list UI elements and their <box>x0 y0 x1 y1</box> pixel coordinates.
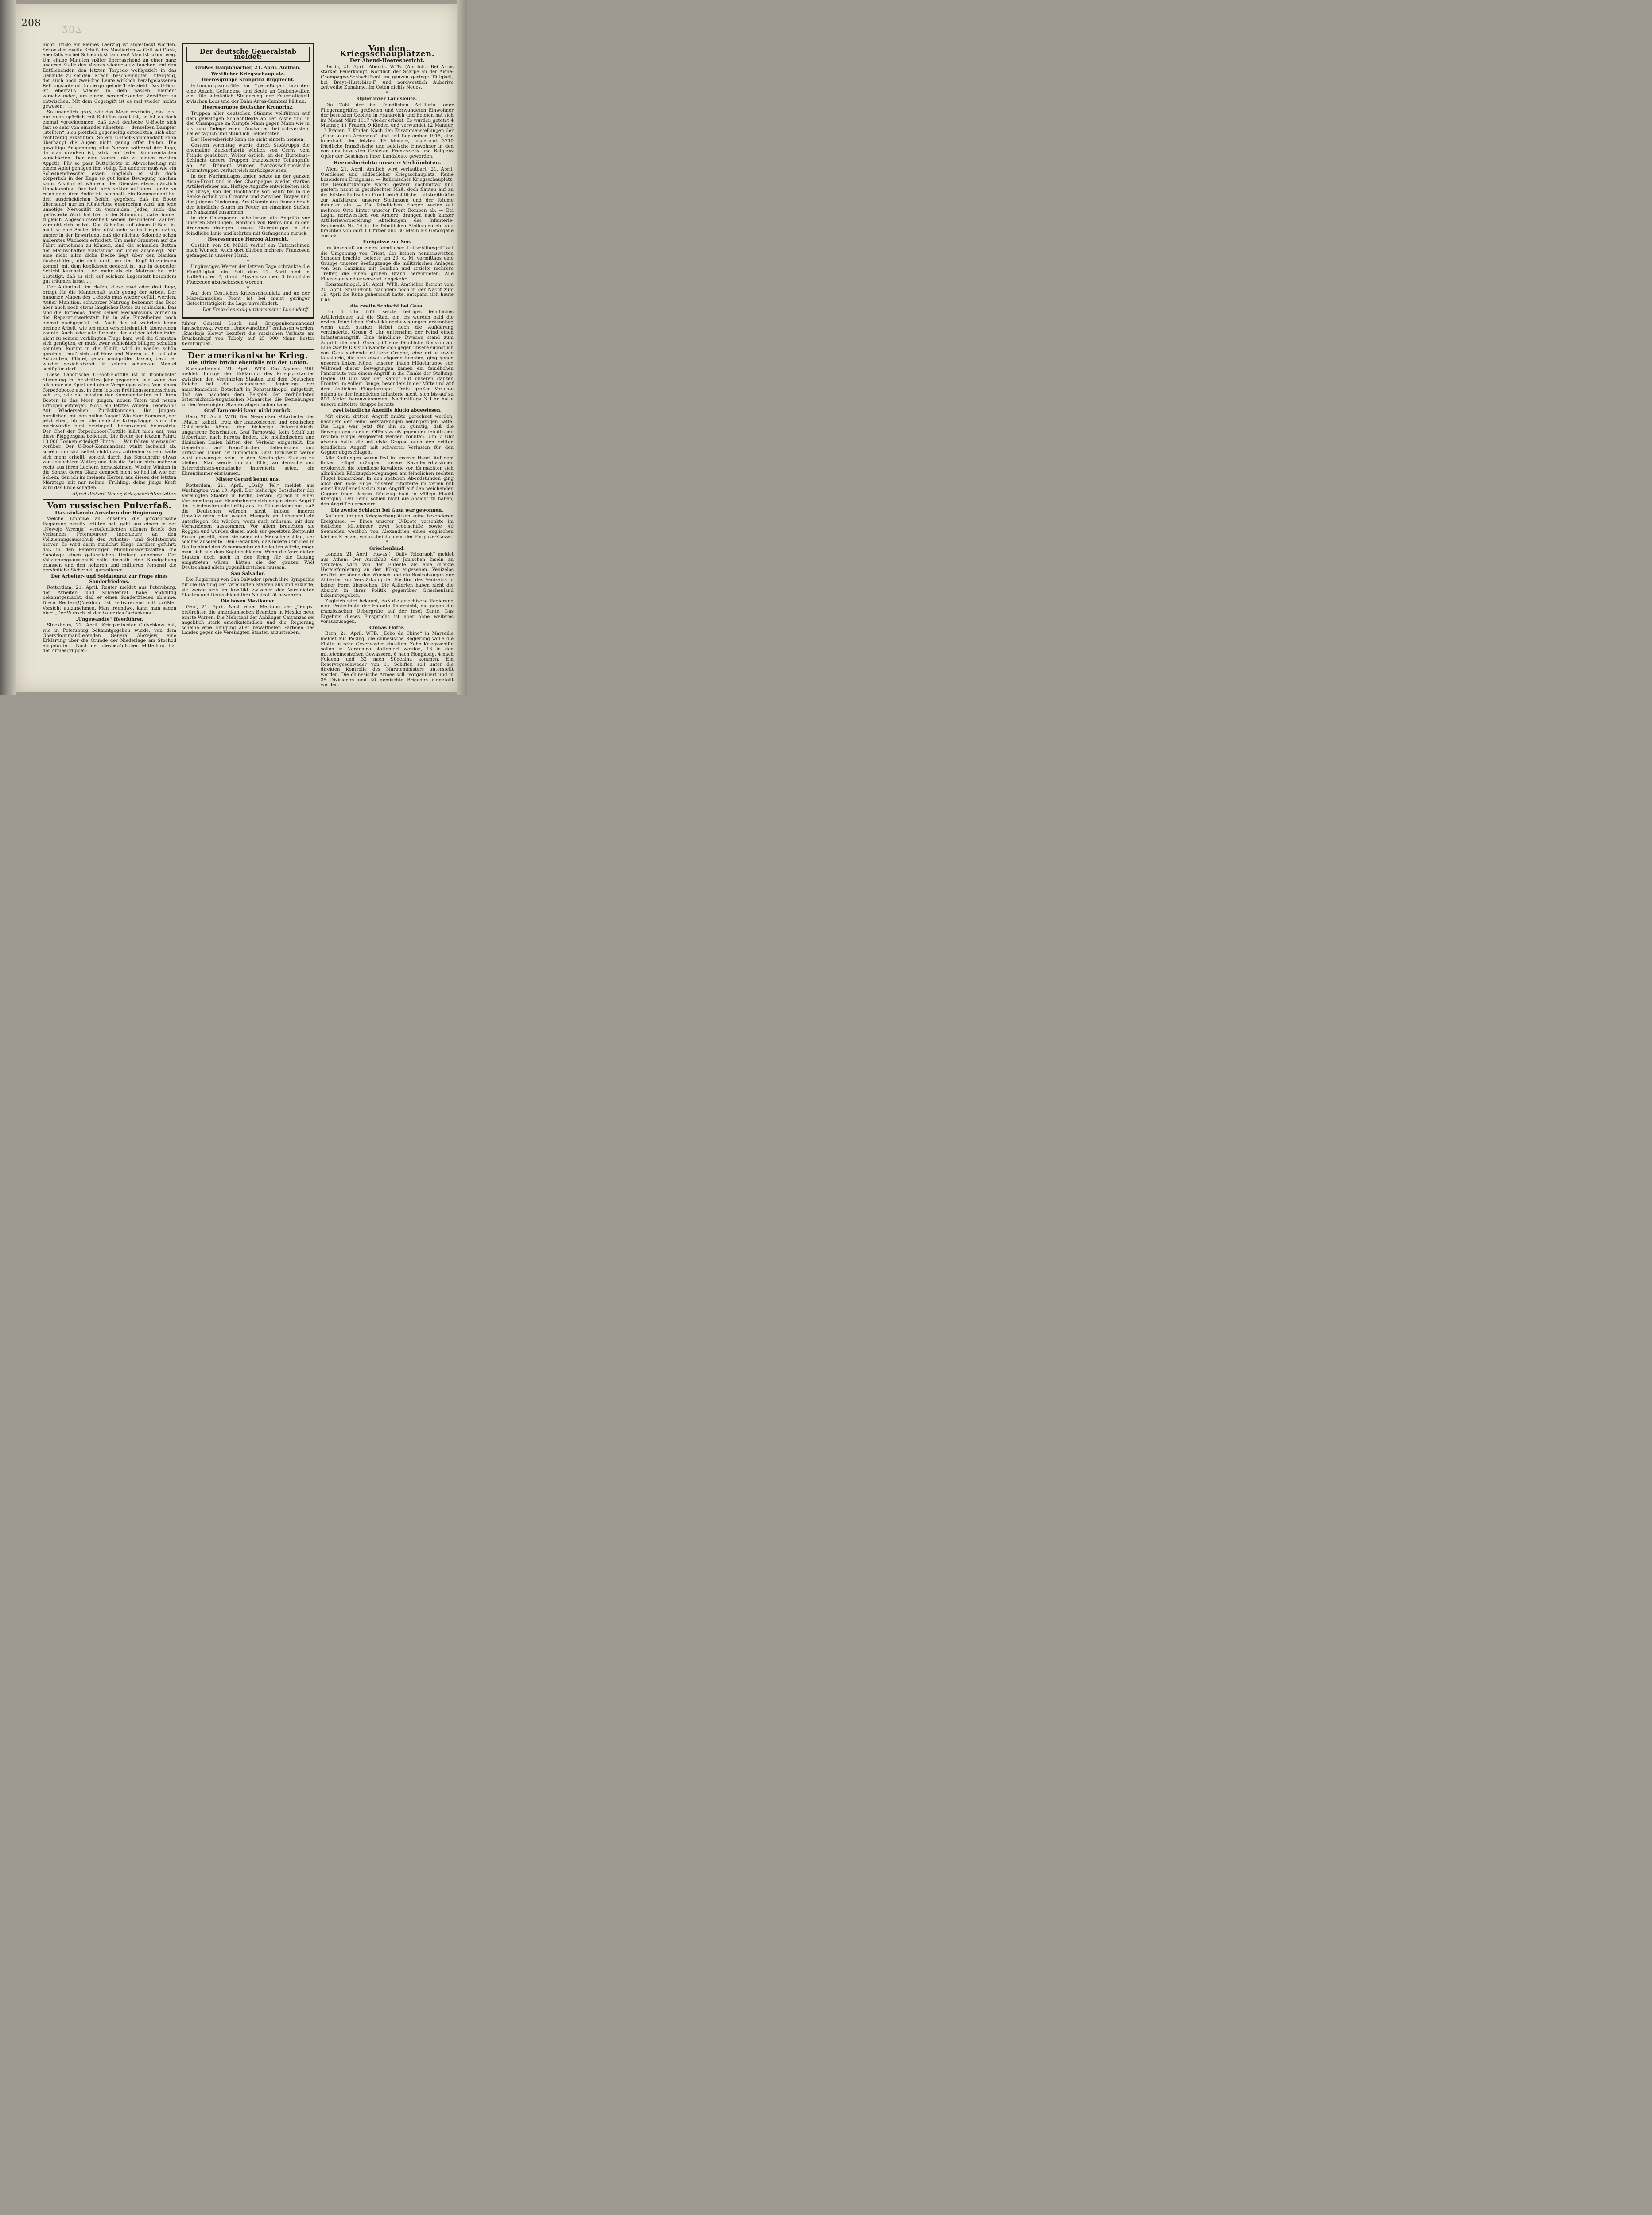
section-subheading: Der Abend-Heeresbericht. <box>349 57 425 64</box>
article-paragraph: Um 5 Uhr früh setzte heftiges feindliches Artilleriefeuer auf die Stadt ein. Es wurden bald die ersten feindlichen Entwicklungsbewegungen erkennbar, wenn auch starker Nebel noch die Aufklärung verhinderte. Gegen 8 Uhr unternahm der Feind einen Infanterieangriff. Eine feindliche Division stand zum Angriff, die nach Gaza griff eine feindliche Division an. Eine zweite Division wandte sich gegen unsere südöstlich von Gaza stehende mittlere Gruppe, eine dritte sowie Kavallerie, die sich etwas zögernd benahm, ging gegen unseren linken Flügel unserer linken Flügelgruppe vor. Während dieser Bewegungen kamen ein feindlichen Panzerauto von einem Angriff in die Flanke der Stellung. Gegen 10 Uhr war der Kampf auf unseren ganzen Fronten im vollem Gange, besonders in der Mitte und auf dem östlichen Flügelgruppe. Trotz großer Verluste gelang es der feindlichen Infanterie nicht, sich bis auf zu 800 Meter heranzukommen. Nachmittags 3 Uhr hatte unsere mittelste Gruppe bereits <box>321 310 454 407</box>
box-title: Der deutsche Generalstab meldet: <box>186 47 310 62</box>
subheading: Graf Tarnowski kann nicht zurück. <box>204 408 292 414</box>
subheading: Opfer ihrer Landsleute. <box>357 96 417 102</box>
report-paragraph: Oestlich von St. Mihiel verlief ein Unternehmen nach Wunsch. Auch dort blieben mehrere Franzosen gefangen in unserer Hand. <box>186 243 310 258</box>
article-paragraph: Wien, 21. April. Amtlich wird verlautbart: 21. April. Oestlicher und südöstlicher Kriegsschauplatz. Keine besonderen Ereignisse. — Italienischer Kriegsschauplatz. Die Geschützkämpfe waren gestern nachmittag und gestern nacht in geschlechter Maß, doch flauten auf an der küstenländischen Front beträchtliche Luftstreitkräfte zur Aufklärung unserer Stellungen und der Räume dahinter ein. — Die feindlichen Flieger warfen auf mehrere Orte hinter unserer Front Bomben ab. — Bei Laghi, nordwestlich von Arsiero, drangen nach kurzer Artillerievorbereitung Abteilungen des Infanterie-Regiments Nr. 14 in die feindlichen Stellungen ein und brachten von dort 1 Offizier und 30 Mann als Gefangene zurück. <box>321 167 454 239</box>
article-paragraph: Zugleich wird bekannt, daß die griechische Regierung eine Protestnote der Entente überreicht, die gegen die französischen Uebergriffe auf der Insel Zante. Das Ergebnis dieses Einspruchs ist aber ohne weiteres vorauszusagen. <box>321 598 454 625</box>
article-paragraph: Rotterdam, 21. April. „Daily Tel.“ meldet aus Washington vom 19. April: Der bisherige Botschafter der Vereinigten Staaten in Berlin, Gerard, sprach in einer Versammlung von Eisenbahnern sich gegen einen Angriff der Friedensfreunde heftig aus. Er führte dabei aus, daß die Deutschen würden nicht infolge innerer Umwälzungen oder wegen Mangels an Lebensmitteln unterliegen. Sie würden, wenn auch mühsam, mit dem Vorhandenen auskommen. Vor allem brauchten sie Roggen und würden diesen auch zur gesetzten Zeitpunkt Probe gestellt, aber sie seien ein Menschenschlag, der solches ausdiente. Den Gedanken, daß innere Unruhen in Deutschland den Zusammenbruch bedeuten würde, möge man sich aus dem Kopfe schlagen. Wenn die Vereinigten Staaten doch noch in den Krieg für die Leitung eingetreten wären, hätten sie der ganzen Welt Deutschland allein gegenüberstehen müssen. <box>182 483 314 571</box>
subheading: San Salvador. <box>231 571 265 576</box>
article-paragraph: Rotterdam, 21. April. Reuter meldet aus Petersburg, der Arbeiter- und Soldatenrat habe endgültig bekanntgemacht, daß er einen Sonderfrieden ablehne. Diese Reuter-(!)Meldung ist selbstredend mit größter Vorsicht aufzunehmen. Man irgendwo, kann man sagen hier: „Der Wunsch ist der Vater des Gedankens.“ <box>43 585 176 616</box>
subheading: Westlicher Kriegsschauplatz. <box>211 71 285 77</box>
section-heading: Der amerikanische Krieg. <box>188 351 308 361</box>
section-heading: Von den Kriegsschauplätzen. <box>339 44 435 58</box>
section-heading: Vom russischen Pulverfaß. <box>47 501 172 511</box>
bleed-through-page-number: 207 <box>62 23 82 34</box>
report-paragraph: Truppen aller deutschen Stämme vollführen auf dem gewaltigen Schlachtfelde an der Aisne und in der Champagne im Kampfe Mann gegen Mann wie in bis zum Todegetreuem Ausharren bei schwerstem Feuer täglich und stündlich Heldentaten. <box>186 111 310 137</box>
article-paragraph: Die Zahl der bei feindlichen Artillerie- oder Fliegerangriffen getöteten und verwundeten Einwohner der besetzten Gebiete in Frankreich und Belgien hat sich im Monat März 1917 wieder erhöht. Es wurden getötet 4 Männer, 11 Frauen, 9 Kinder, und verwundet 12 Männer, 13 Frauen, 7 Kinder. Nach den Zusammenstellungen der „Gazette des Ardennes“ sind seit September 1915, also innerhalb der letzten 19 Monate, insgesamt 2710 friedliche französische und belgische Einwohner in den von uns besetzten Gebieten Frankreichs und Belgiens Opfer der Geschosse ihrer Landsleute geworden. <box>321 102 454 159</box>
subheading: Heeresgruppe Herzog Albrecht. <box>208 237 288 242</box>
article-paragraph: Mit einem dritten Angriff mußte gerechnet werden, nachdem der Feind Verstärkungen herangezogen hatte. Die Lage war jetzt für ihn so günstig, daß die Bewegungen zu einer Offensivstoß gegen den feindlichen rechten Flügel eingeleitet werden konnten. Um 7 Uhr abends hatte die mittelste Gruppe auch den dritten feindlichen Angriff mit schweren Verlusten für den Gegner abgeschlagen. <box>321 414 454 455</box>
section-subheading: Das sinkende Ansehen der Regierung. <box>54 509 164 516</box>
subheading: Ereignisse zur See. <box>363 239 411 245</box>
article-paragraph: London, 21. April. (Havas.) „Daily Telegraph“ meldet aus Athen: Der Anschluß der Jonischen Inseln an Venizelos wird von der Entente als eine direkte Herausforderung an den König angesehen. Venizelos erklärt, er könne den Wunsch und die Bestrebungen der Alliierten zur Verstärkung der Position des Venizelos in keiner Form übergehen. Die Alliierten haben nicht die Absicht in ihrer Politik gegenüber Griechenland bekanntgegeben. <box>321 552 454 598</box>
report-paragraph: Auf dem Oestlichen Kriegsschauplatz und an der Mazedonischen Front ist bei meist geringer Gefechtstätigkeit die Lage unverändert. <box>186 291 310 307</box>
subheading: Griechenland. <box>369 545 405 551</box>
separator-star: * <box>386 540 388 545</box>
book-binding <box>0 0 16 695</box>
subheading: Mister Gerard kennt uns. <box>216 477 280 482</box>
section-subheading: Die Türkei bricht ebenfalls mit der Union. <box>188 359 308 366</box>
report-paragraph: Der Heeresbericht kann sie nicht einzeln nennen. <box>191 137 305 142</box>
article-paragraph: Bern, 20. April. WTB. Der Newyorker Mitarbeiter des „Matin“ kabelt, trotz der französischen und englischen Geleitbriefe könne der bisherige österreichisch-ungarische Botschafter, Graf Tarnowski, kein Schiff zur Ueberfahrt nach Europa finden. Die holländischen und dänischen Linien hätten den Verkehr eingestellt. Die Ueberfahrt auf französischen, italienischen und britischen Linien sei unmöglich. Graf Tarnowski werde wohl gezwungen sein, in den Vereinigten Staaten zu bleiben. Man werde ihn auf Ellis, wo deutsche und österreichisch-ungarische Internierte seien, ein Ehrenzimmer einräumen. <box>182 415 314 476</box>
page-edge <box>457 0 467 695</box>
column-1 <box>43 43 176 654</box>
article-paragraph: Konstantinopel, 21. April. WTB. Die Agence Milli meldet: Infolge der Erklärung des Kriegszustandes zwischen den Vereinigten Staaten und dem Deutschen Reiche hat die osmanische Regierung der amerikanischen Botschaft in Konstantinopel mitgeteilt, daß sie, nachdem dem Beispiel der verbündeten österreichisch-ungarischen Monarchie die Beziehungen zu den Vereinigten Staaten abgebrochen habe. <box>182 366 314 408</box>
article-paragraph: Alle Stellungen waren fest in unserer Hand. Auf dem linken Flügel drängten unsere Kavalleriedivisionen erfolgreich die feindliche Kavallerie vor. Es machten sich allmählich Rückzugsbewegungen am feindlichen rechten Flügel bemerkbar. In den späteren Abendstunden ging auch der linke Flügel unserer Infanterie im Verein mit einer Kavalleriedivision zum Angriff auf den weichenden Gegner über, dessen Rückzug bald in völlige Flucht überging. Der Feind schien nicht die Absicht zu haben, den Angriff zu erneuern. <box>321 455 454 507</box>
article-paragraph: Berlin, 21. April. Abends. WTB. (Amtlich.) Bei Arras starker Feuerkampf. Nördlich der Scarpe an der Aisne-Champagne-Schlachtfront im ganzen geringe Tätigkeit, bei Braye-Hurtebise-F. und nordwestlich Auberive zeitweilig Zunahme. Im Osten nichts Neues. <box>321 64 454 90</box>
divider <box>182 349 314 350</box>
article-paragraph: Auf den übrigen Kriegsschauplätzen keine besonderen Ereignisse. — Eines unserer U-Boote versenkte im östlichen Mittelmeer zwei Segelschiffe sowie 40 Seemeilen westlich von Alexandrien einen englischen kleinen Kreuzer, wahrscheinlich von der Forglove-Klasse. <box>321 514 454 540</box>
author-signature: Alfred Richard Neuer, Kriegsberichterstatter. <box>72 491 176 497</box>
subheading: „Ungewandte“ Heerführer. <box>75 616 143 622</box>
separator-star: * <box>247 259 249 264</box>
subheading: Heeresgruppe Kronprinz Rupprecht. <box>202 77 295 83</box>
article-paragraph: führer General Lesch und Gruppenkommandant Januschewski wegen „Ungewandtheit“ entlassen worden. „Russkoje Slowo“ beziffert die russischen Verluste am Brückenkopf von Toboly auf 25 000 Mann bester Kerntruppen. <box>182 321 314 346</box>
dateline: Großes Hauptquartier, 21. April. Amtlich. <box>195 65 301 71</box>
article-paragraph: Der Aufenthalt im Hafen, diese zwei oder drei Tage, bringt für die Mannschaft auch genug der Arbeit. Der hungrige Magen des U-Boots muß wieder gefüllt werden. Außer Munition, schwarzer Nahrung bekommt das Boot aber auch noch etwas längliches Rotes zu schlucken. Das sind die Torpedos, deren seiner Mechanismus vorher in der Reparaturwerkstatt bis in alle Einzelheiten noch einmal nachgeprüft ist. Auch das ist wahrlich keine geringe Arbeit, wie ich mich verschiedentlich überzeugen konnte. Auch jeder alte Torpedo, der auf der letzten Fahrt nicht zu seinem verhängten Fluge kam, weil die Granaten sich genügten, er mußt zwar schließlich billiger, schaffen konnten, kommt in die Klinik, wird in wieder schön gereinigt, muß sich auf Herz und Nieren, d. h. auf alle Schrauben, Flügel, genau nachprüfen lassen, bevor er wieder gesichtsbereit in seinen schlanken Mantel schlüpfen darf. . . . <box>43 284 176 372</box>
report-paragraph: Erkundungsvorstöße im Ypern-Bogen brachten eine Anzahl Gefangene und Beute an Grabenwaffen ein. Die allmählich Steigerung der Feuertätigkeit zwischen Loos und der Bahn Arras-Cambrai hält an. <box>186 83 310 104</box>
separator-star: * <box>247 285 249 291</box>
article-paragraph: Welche Einbuße an Ansehen die provisorische Regierung bereits erlitten hat, geht aus einem in der „Nowoje Wremja“ veröffentlichten offenen Briefe des Verbandes Petersburger Ingenieure an den Vollziehungsausschuß des Arbeiter- und Soldatenrats hervor. Es wird darin zunächst Klage darüber geführt, daß in den Petersburger Munitionswerkstätten die Sabotage einen gefährlichen Umfang annehme. Der Vollziehungsausschuß solle deshalb eine Kundgebung erlassen und den höheren und mittleren Personal die persönliche Sicherheit garantieren. <box>43 517 176 573</box>
article-paragraph: Im Anschluß an einen feindlichen Luftschiffangriff auf die Umgebung von Triest, der keinen nennenswerten Schaden brachte, belegte am 20. d. M. vormittags eine Gruppe unserer Seeflugzeuge die militärischen Anlagen von San Canziano mit Bomben und erzielte mehrere Treffer, die einen großen Brand hervorriefen. Alle Flugzeuge sind unversehrt eingekehrt. <box>321 245 454 282</box>
column-2 <box>182 43 314 636</box>
article-paragraph: nicht. Trick: ein kleines Leerzug ist angesteckt worden. Schon der zweite Schuß des Mastierten — Gott sei Dank, ebenfalls vorbei Schleunigst tauchen! Man ist schon weg. Um einige Minuten später überraschend an einer ganz anderen Stelle des Meeres wieder aufzutauchen und den Entfliehenden den letzten Torpedo wohlgezielt in das Gebäude zu senden. Krach, beschleunigter Untergang, der auch noch zwei-drei Leute wirklich herabgelassenen Rettungsbote mit in die gurgelnde Tiefe zieht. Das U-Boot ist ebenfalls wieder in dem nassen Element verschwunden, um einem heranrückenden Zerstörer zu entwischen. Mit dem Gegengift ist es mal wieder nichts gewesen. . . . <box>43 43 176 109</box>
subheading: Die bösen Mexikaner. <box>221 598 275 604</box>
section-subheading: Heeresberichte unserer Verbündeten. <box>333 159 441 166</box>
divider <box>43 499 176 500</box>
article-paragraph: Stockholm, 21. April. Kriegsminister Gutschkow hat, wie in Petersburg bekanntgegeben wurde, von dem Oberstkommandierenden, General Alexejew, eine Erklärung über die Gründe der Niederlage am Stochod eingefordert. Nach der diesbezüglichen Mitteilung hat der Armeegruppen- <box>43 623 176 654</box>
article-paragraph: Diese flandrische U-Boot-Flottille ist in fröhlichster Stimmung in ihr drittes Jahr gegangen, wie wenn das alles nur ein Spiel und eines Vergnügen wäre. Von einem Torpedoboote aus, in dem letzten Frühlingssonnenschein, sah ich, wie die meisten der Kommandanten mit ihren Booten in das Meer gingen, neuen Taten und neuen Erfolgen entgegen. Noch ein letztes Winken. Lebewohl! Auf Wiedersehen! Zurückkommen, Ihr Jungen, herzlichen, mit den hellen Augen! Wie Euer Kamerad, der jetzt eben, hinten die deutsche Kriegsflagge, vorn die merkwürdig bunt bewimpelt, herankommt heimwärts. Der Chef der Torpedoboot-Flottille klärt mich auf, was diese Flaggengala bedeutet. Die Beute der letzten Fahrt: 13 000 Tonnen erledigt! Hurra! — Wir fahren aneinander vorüber. Der U-Boot-Kommandant winkt lächelnd ab, scheint mir sich selbst nicht ganz zufrieden zu sein hatte sich mehr erhofft; spricht durch das Sprachrohr etwas von schlechtem Wetter, und daß die Ratten nicht mehr so recht aus ihren Löchern herauskämen. Wieder Winken in die Sonne, deren Glanz dennoch nicht so hell ist wie der Schein, den ich im meinem Herzen aus diesen der letzten Märztage mit mir nehme. Frühling, deine junge Kraft wird das Ende schaffen! <box>43 373 176 491</box>
article-paragraph: Bern, 21. April. WTB. „Echo de Chine“ in Marseille meldet aus Peking, die chinesische Regierung wolle die Flotte in zehn Geschwader einteilen. Zehn Kriegsschiffe sollen in Nordchina stationiert werden, 13 in den mittelchinesischen Gewässern, 6 nach Hongkong, 4 nach Fukieng und 32 nach Südchina kommen. Ein Reservegeschwader von 11 Schiffen soll unter die direkten Kontrolle des Marineministers unterstellt werden. Die chinesische Armee soll reorganisiert und in 35 Divisionen und 30 gemischte Brigaden eingeteilt werden. <box>321 631 454 688</box>
report-signature: Der Erste Generalquartiermeister, Ludendorff. <box>202 307 310 312</box>
subheading: Die zweite Schlacht bei Gaza war gewonnen. <box>331 507 443 513</box>
article-paragraph: Konstantinopel, 20. April. WTB. Amtlicher Bericht vom 20. April. Sinai-Front. Nachdem noch in der Nacht zum 19. April die Ruhe geherrscht hatte, entspann sich heute früh <box>321 282 454 303</box>
separator-star: * <box>386 90 388 96</box>
subheading: Der Arbeiter- und Soldatenrat zur Frage eines Sonderfriedens. <box>51 573 168 584</box>
report-paragraph: In der Champagne scheiterten die Angriffe vor unseren Stellungen. Nördlich von Reims und in den Argonnen drangen unsere Sturmtrupps in die feindliche Linie und kehrten mit Gefangenen zurück. <box>186 215 310 236</box>
report-paragraph: Gestern vormittag wurde durch Stoßtrupps die ehemalige Zuckerfabrik südlich von Cerny vom Feinde gesäubert. Weiter östlich, an der Hurtebise-Schlucht unsere Truppen französische Teilangriffe ab. Am Brimont wurden französisch-russische Sturmtruppen verlustreich zurückgewiesen. <box>186 143 310 174</box>
article-paragraph: Die Regierung von San Salvador sprach ihre Sympathie für die Haltung der Vereinigten Staaten aus und erklärte, sie werde sich im Konflikt zwischen den Vereinigten Staaten und Deutschland ihre Neutralität bewahren. <box>182 577 314 598</box>
subheading: die zweite Schlacht bei Gaza. <box>350 303 424 309</box>
article-paragraph: Genf, 21. April. Nach einer Meldung des „Temps“ befürchten die amerikanischen Beamten in Mexiko neue ernste Wirren. Die Mehrzahl der Anhänger Carranzas sei angeblich stark amerikafeindlich und die Regierung scheine eine Einigung aller bewaffneten Parteien des Landes gegen die Vereinigten Staaten anzustreben. <box>182 605 314 636</box>
page-number: 208 <box>21 18 41 29</box>
subheading: Heeresgruppe deutscher Kronprinz. <box>202 105 294 110</box>
report-paragraph: In den Nachmittagsstunden setzte an der ganzen Aisne-Front und in der Champagne wieder starkes Artilleriefeuer ein. Heftige Angriffe entwickelten sich bei Braye, von der Hochfläche von Vailly bis in die Senke östlich von Craonne und zwischen Brayes und der Juignes-Niederung. Am Chemin des Dames brach der feindliche Sturm im Feuer, an einzelnen Stellen im Nahkampf zusammen. <box>186 174 310 215</box>
article-paragraph: So unendlich groß, wie das Meer erscheint, das jetzt nur noch spärlich mit Schiffen gesät ist, so ist es doch einmal vorgekommen, daß zwei deutsche U-Boote sich fast so sehr von einander näherten — denselben Dampfer „stellten“, sich plötzlich gegenseitig entdeckten, sich aber rechtzeitig erkannten. So ein U-Boot-Kommandant kann überhaupt die Augen nicht genug offen halten. Die gewaltige Anspannung aller Nerven während der Tage, da man draußen ist, wirkt auf jeden Kommandanten verschieden. Der eine kommt nie zu einem rechten Appetit. Für so paar Butterbröte in Abwechselung mit einem Apfel genügen ihm völlig. Ein anderer muß wie ein Scheunendrescher essen, obgleich er sich doch körperlich in der Enge so gut keine Bewegung machen kann. Alkohol ist während des Dienstes etwas gänzlich Unbekanntes. Das holt sich später auf dem Lande so reich nach dem Bedürfnis nachholt. Ein Kommandant hat den ausdrücklichen Befehl gegeben, daß im Boote überhaupt nur im Flüstertone gesprochen wird, um jede unnötige Nervosität zu vermeiden. Jedes, auch das geflüsterte Wort, hat hier in der Stimmung, dabei immer zugleich Abgeschlossenheit seinen besonderen Zauber, versteht sich selbst. Das Schlafen auf einem U-Boot ist auch so eine Sache. Man döst mehr so im Liegen dahin, immer in der Erwartung, daß die nächste Sekunde schon äußerstes Wachsein erfordert. Um mehr Granaten auf die Fahrt mitnehmen zu können, sind die schmalen Betten der Mannschaften vollständig mit ihnen ausgelegt. Nur eine nicht allzu dicke Decke liegt über den blanken Zuckerhüten, die sich dort, wo der Kopf hinzuliegen kommt, mit dem Kopfkissen gedacht ist, gar in doppelter Schicht kuscheln. Und mehr als ein Matrose hat mir bestätigt, daß es sich auf solchem Lagerstatt besonders gut träumen lasse. . . . <box>43 109 176 284</box>
report-paragraph: Ungünstiges Wetter der letzten Tage schränkte die Flugtätigkeit ein. Seit dem 17. April sind in Luftkämpfen 7, durch Abwehrkanonen 3 feindliche Flugzeuge abgeschossen worden. <box>186 264 310 285</box>
general-staff-report-box <box>182 43 314 319</box>
subheading: zwei feindliche Angriffe blutig abgewiesen. <box>332 408 442 413</box>
column-3 <box>321 43 454 688</box>
subheading: Chinas Flotte. <box>369 625 405 630</box>
